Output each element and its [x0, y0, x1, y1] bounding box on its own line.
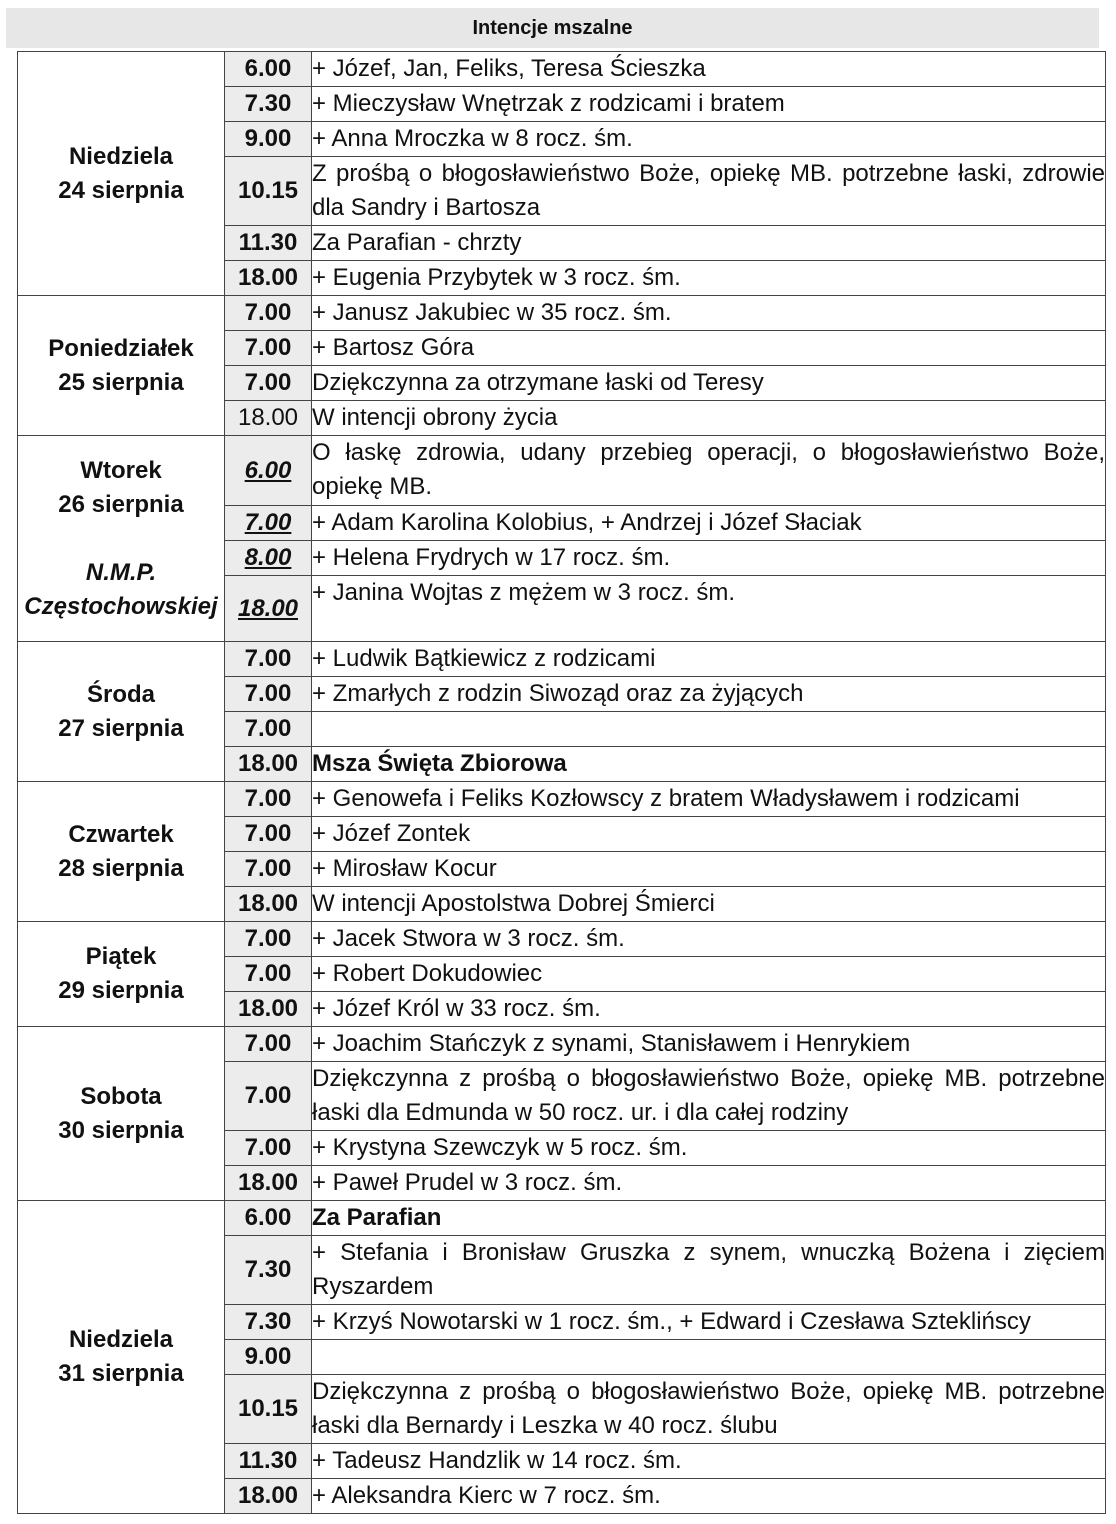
- mass-intention: + Anna Mroczka w 8 rocz. śm.: [312, 122, 1106, 157]
- feast-name: N.M.P. Częstochowskiej: [24, 558, 218, 620]
- page-title: Intencje mszalne: [6, 8, 1099, 48]
- mass-time: 7.00: [225, 366, 312, 401]
- mass-intention: + Mieczysław Wnętrzak z rodzicami i bratem: [312, 87, 1106, 122]
- mass-intention: O łaskę zdrowia, udany przebieg operacji, o błogosławieństwo Boże, opiekę MB.: [312, 436, 1106, 506]
- day-date: 30 sierpnia: [58, 1116, 184, 1144]
- mass-time: 18.00: [225, 747, 312, 782]
- mass-time: 11.30: [225, 226, 312, 261]
- mass-time: 18.00: [225, 261, 312, 296]
- mass-intention: + Genowefa i Feliks Kozłowscy z bratem Władysławem i rodzicami: [312, 782, 1106, 817]
- day-date: 31 sierpnia: [58, 1360, 184, 1387]
- mass-intentions-table: [17, 51, 1106, 1514]
- mass-intention: Za Parafian: [312, 1201, 1106, 1236]
- mass-intention: Dziękczynna za otrzymane łaski od Teresy: [312, 366, 1106, 401]
- mass-time: 7.30: [225, 1236, 312, 1305]
- mass-time: 6.00: [225, 52, 312, 87]
- mass-intention: + Joachim Stańczyk z synami, Stanisławem i Henrykiem: [312, 1027, 1106, 1062]
- mass-intentions-body: [18, 52, 1106, 1514]
- mass-time: 9.00: [225, 122, 312, 157]
- day-date: 28 sierpnia: [58, 854, 184, 882]
- mass-time: 7.00: [225, 677, 312, 712]
- mass-time: 7.00: [225, 782, 312, 817]
- day-date: 27 sierpnia: [58, 714, 184, 742]
- mass-intention: [312, 1340, 1106, 1375]
- mass-time: 18.00: [225, 1479, 312, 1514]
- mass-intention: [312, 712, 1106, 747]
- mass-intention: + Aleksandra Kierc w 7 rocz. śm.: [312, 1479, 1106, 1514]
- mass-time: 7.00: [225, 712, 312, 747]
- mass-intention: + Józef, Jan, Feliks, Teresa Ścieszka: [312, 52, 1106, 87]
- mass-intention: Dziękczynna z prośbą o błogosławieństwo Boże, opiekę MB. potrzebne łaski dla Edmunda w 50 rocz. ur. i dla całej rodziny: [312, 1062, 1106, 1131]
- day-date: 25 sierpnia: [58, 368, 184, 396]
- mass-intention: Z prośbą o błogosławieństwo Boże, opiekę MB. potrzebne łaski, zdrowie dla Sandry i Bartosza: [312, 157, 1106, 226]
- table-row: [18, 1027, 1106, 1062]
- mass-time: 7.00: [225, 817, 312, 852]
- mass-intention: + Stefania i Bronisław Gruszka z synem, wnuczką Bożena i zięciem Ryszardem: [312, 1236, 1106, 1305]
- mass-time: 8.00: [225, 541, 312, 576]
- day-name: Poniedziałek: [48, 334, 194, 362]
- table-row: [18, 922, 1106, 957]
- mass-intention: + Krzyś Nowotarski w 1 rocz. śm., + Edward i Czesława Szteklińscy: [312, 1305, 1106, 1340]
- table-row: [18, 642, 1106, 677]
- day-name: Wtorek: [80, 456, 162, 484]
- mass-intention: W intencji Apostolstwa Dobrej Śmierci: [312, 887, 1106, 922]
- mass-time: 18.00: [225, 401, 312, 436]
- mass-time: 7.00: [225, 852, 312, 887]
- mass-time: 6.00: [225, 436, 312, 506]
- mass-intention: Dziękczynna z prośbą o błogosławieństwo Boże, opiekę MB. potrzebne łaski dla Bernardy i Leszka w 40 rocz. ślubu: [312, 1375, 1106, 1444]
- mass-intention: + Krystyna Szewczyk w 5 rocz. śm.: [312, 1131, 1106, 1166]
- mass-time: 7.30: [225, 87, 312, 122]
- mass-time: 7.00: [225, 957, 312, 992]
- table-row: [18, 52, 1106, 87]
- mass-time: 7.00: [225, 922, 312, 957]
- day-date: 29 sierpnia: [58, 977, 184, 1004]
- day-cell: [18, 52, 225, 296]
- mass-intention: + Józef Zontek: [312, 817, 1106, 852]
- mass-intention: + Ludwik Bątkiewicz z rodzicami: [312, 642, 1106, 677]
- mass-time: 10.15: [225, 1375, 312, 1444]
- day-name: Sobota: [80, 1082, 162, 1110]
- mass-time: 18.00: [225, 992, 312, 1027]
- day-cell: [18, 782, 225, 922]
- mass-intention: Msza Święta Zbiorowa: [312, 747, 1106, 782]
- day-date: 26 sierpnia: [58, 490, 184, 518]
- day-name: Niedziela: [68, 142, 174, 170]
- day-date: 24 sierpnia: [58, 176, 184, 204]
- mass-time: 11.30: [225, 1444, 312, 1479]
- table-row: [18, 436, 1106, 506]
- mass-time: 6.00: [225, 1201, 312, 1236]
- mass-intention: + Józef Król w 33 rocz. śm.: [312, 992, 1106, 1027]
- mass-intention: + Janusz Jakubiec w 35 rocz. śm.: [312, 296, 1106, 331]
- mass-intention: + Helena Frydrych w 17 rocz. śm.: [312, 541, 1106, 576]
- mass-time: 7.00: [225, 331, 312, 366]
- day-name: Środa: [86, 680, 155, 708]
- mass-intention: + Tadeusz Handzlik w 14 rocz. śm.: [312, 1444, 1106, 1479]
- day-cell: [18, 296, 225, 436]
- mass-time: 7.30: [225, 1305, 312, 1340]
- mass-intention: + Paweł Prudel w 3 rocz. śm.: [312, 1166, 1106, 1201]
- table-row: [18, 782, 1106, 817]
- mass-time: 7.00: [225, 1131, 312, 1166]
- day-cell: [18, 1027, 225, 1201]
- mass-time: 7.00: [225, 1062, 312, 1131]
- mass-intention: + Mirosław Kocur: [312, 852, 1106, 887]
- mass-intention: + Bartosz Góra: [312, 331, 1106, 366]
- mass-intention: + Adam Karolina Kolobius, + Andrzej i Józef Słaciak: [312, 506, 1106, 541]
- mass-intention: + Robert Dokudowiec: [312, 957, 1106, 992]
- table-row: [18, 1201, 1106, 1236]
- mass-time: 7.00: [225, 1027, 312, 1062]
- mass-time: 18.00: [225, 1166, 312, 1201]
- mass-intention: W intencji obrony życia: [312, 401, 1106, 436]
- mass-intention: Za Parafian - chrzty: [312, 226, 1106, 261]
- mass-intention: + Zmarłych z rodzin Siwoząd oraz za żyjących: [312, 677, 1106, 712]
- day-cell: [18, 642, 225, 782]
- mass-time: 7.00: [225, 642, 312, 677]
- mass-time: 7.00: [225, 296, 312, 331]
- day-cell: [18, 1201, 225, 1514]
- day-name: Niedziela: [68, 1326, 174, 1353]
- mass-intention: + Janina Wojtas z mężem w 3 rocz. śm.: [312, 576, 1106, 642]
- mass-time: 18.00: [225, 576, 312, 642]
- mass-intention: + Jacek Stwora w 3 rocz. śm.: [312, 922, 1106, 957]
- mass-time: 18.00: [225, 887, 312, 922]
- mass-intention: + Eugenia Przybytek w 3 rocz. śm.: [312, 261, 1106, 296]
- day-name: Czwartek: [68, 820, 174, 848]
- mass-time: 7.00: [225, 506, 312, 541]
- mass-time: 9.00: [225, 1340, 312, 1375]
- mass-time: 10.15: [225, 157, 312, 226]
- day-name: Piątek: [85, 943, 157, 970]
- day-cell: [18, 436, 225, 642]
- table-row: [18, 296, 1106, 331]
- day-cell: [18, 922, 225, 1027]
